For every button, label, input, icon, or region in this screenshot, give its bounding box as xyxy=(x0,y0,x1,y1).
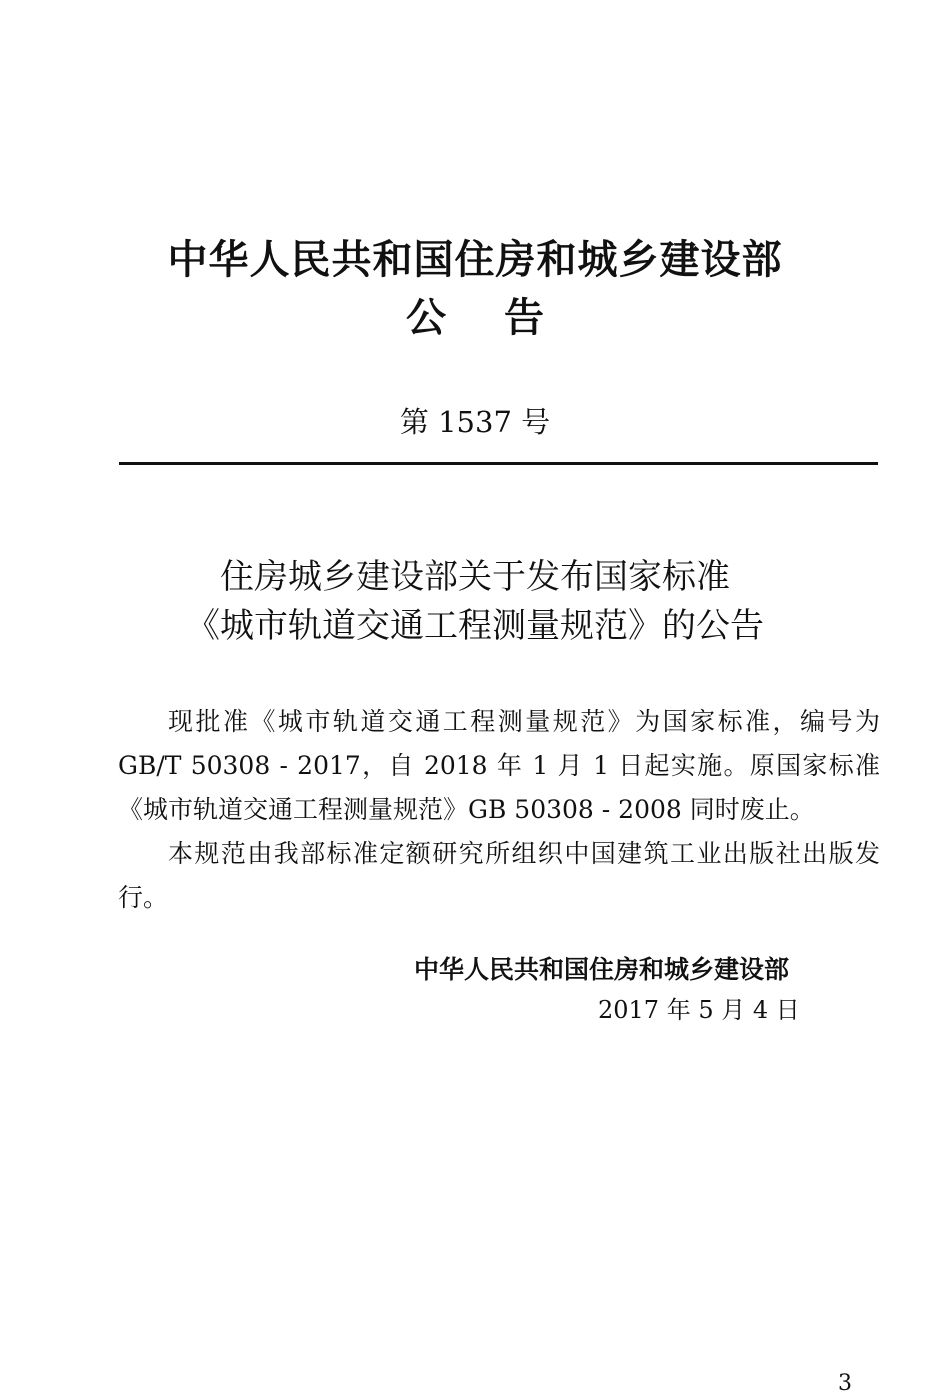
document-title-line-1: 住房城乡建设部关于发布国家标准 xyxy=(220,557,730,597)
signature-organization: 中华人民共和国住房和城乡建设部 xyxy=(414,955,790,984)
body-paragraph-2: 本规范由我部标准定额研究所组织中国建筑工业出版社出版发行。 xyxy=(118,839,880,912)
body-paragraph-1: 现批准《城市轨道交通工程测量规范》为国家标准，编号为GB/T 50308 - 2017，自 2018 年 1 月 1 日起实施。原国家标准《城市轨道交通工程测量规范》GB 50308 - 2008 同时废止。 xyxy=(118,707,880,824)
header-divider xyxy=(119,462,878,465)
signature-date: 2017 年 5 月 4 日 xyxy=(598,996,800,1024)
document-title-line-2: 《城市轨道交通工程测量规范》的公告 xyxy=(186,606,764,646)
notice-number: 第 1537 号 xyxy=(399,405,551,439)
notice-body xyxy=(118,700,880,920)
issuer-heading: 中华人民共和国住房和城乡建设部 xyxy=(167,237,783,283)
notice-heading: 公告 xyxy=(406,295,602,341)
page-number: 3 xyxy=(838,1371,852,1396)
